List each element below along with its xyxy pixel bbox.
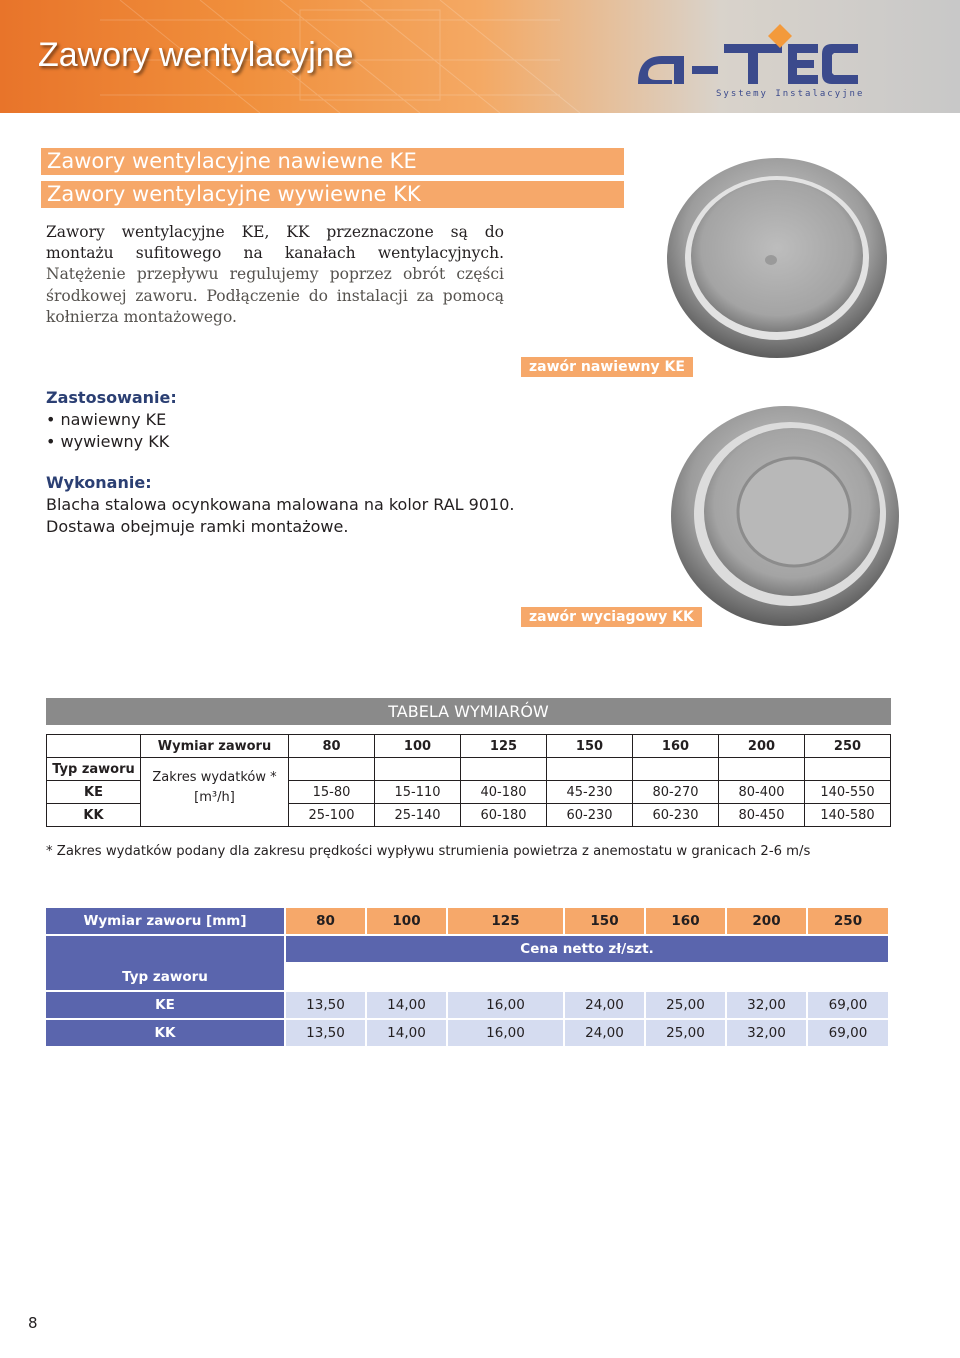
flow-label: Zakres wydatków * (152, 770, 277, 785)
flow-value: 15-110 (375, 781, 461, 804)
table-row (46, 1020, 890, 1048)
price-size-header: 80 (286, 908, 367, 936)
flow-label-cell (141, 758, 289, 827)
wykonanie-heading: Wykonanie: (46, 473, 152, 492)
price-value: 69,00 (808, 992, 890, 1020)
price-size-header: 200 (727, 908, 808, 936)
footnote: * Zakres wydatków podany dla zakresu prędkości wypływu strumienia powietrza z anemostatu w granicach 2-6 m/s (46, 844, 811, 859)
price-value: 32,00 (727, 992, 808, 1020)
size-header: 100 (375, 735, 461, 758)
size-header: 160 (633, 735, 719, 758)
page-number: 8 (28, 1314, 38, 1332)
price-size-header: 250 (808, 908, 890, 936)
wykonanie-line-1: Blacha stalowa ocynkowana malowana na kolor RAL 9010. (46, 495, 515, 514)
type-label: Typ zaworu (47, 758, 141, 781)
price-size-label: Wymiar zaworu [mm] (46, 908, 286, 936)
valve-kk-image (670, 404, 900, 629)
flow-value: 80-270 (633, 781, 719, 804)
page-title: Zawory wentylacyjne (38, 36, 354, 74)
flow-value: 60-180 (461, 804, 547, 827)
price-size-header: 150 (565, 908, 646, 936)
size-header: 150 (547, 735, 633, 758)
flow-value: 25-100 (289, 804, 375, 827)
flow-value: 15-80 (289, 781, 375, 804)
price-type-ke: KE (46, 992, 286, 1020)
price-value: 16,00 (448, 992, 565, 1020)
price-caption-row (46, 936, 890, 964)
price-type-kk: KK (46, 1020, 286, 1048)
flow-value: 40-180 (461, 781, 547, 804)
dimension-table (46, 734, 891, 827)
flow-value: 25-140 (375, 804, 461, 827)
logo-tagline: Systemy Instalacyjne (716, 89, 865, 99)
flow-value: 140-550 (805, 781, 891, 804)
intro-paragraph (46, 222, 504, 328)
price-value: 32,00 (727, 1020, 808, 1048)
zastosowanie-item-kk: • wywiewny KK (46, 432, 170, 451)
heading-kk: Zawory wentylacyjne wywiewne KK (41, 181, 624, 208)
flow-unit: [m³/h] (194, 790, 235, 805)
flow-value: 60-230 (547, 804, 633, 827)
zastosowanie-heading: Zastosowanie: (46, 388, 177, 407)
intro-rest: Natężenie przepływu regulujemy poprzez obrót części środkowej zaworu. Podłączenie do instalacji za pomocą kołnierza montażowego. (46, 265, 504, 326)
price-value: 24,00 (565, 1020, 646, 1048)
price-value: 13,50 (286, 992, 367, 1020)
header-banner (0, 0, 960, 113)
caption-kk: zawór wyciagowy KK (521, 607, 702, 627)
price-value: 13,50 (286, 1020, 367, 1048)
wykonanie-line-2: Dostawa obejmuje ramki montażowe. (46, 517, 349, 536)
flow-value: 80-400 (719, 781, 805, 804)
flow-value: 80-450 (719, 804, 805, 827)
price-size-header: 100 (367, 908, 448, 936)
dim-header-row (47, 735, 891, 758)
price-caption: Cena netto zł/szt. (286, 936, 890, 964)
heading-ke: Zawory wentylacyjne nawiewne KE (41, 148, 624, 175)
caption-ke: zawór nawiewny KE (521, 357, 693, 377)
flow-value: 140-580 (805, 804, 891, 827)
price-value: 25,00 (646, 1020, 727, 1048)
price-value: 16,00 (448, 1020, 565, 1048)
type-ke: KE (47, 781, 141, 804)
size-header: 200 (719, 735, 805, 758)
size-label: Wymiar zaworu (141, 735, 289, 758)
dimension-table-title: TABELA WYMIARÓW (46, 698, 891, 725)
price-value: 25,00 (646, 992, 727, 1020)
price-size-header: 160 (646, 908, 727, 936)
price-size-header: 125 (448, 908, 565, 936)
price-type-label: Typ zaworu (46, 964, 286, 992)
type-kk: KK (47, 804, 141, 827)
table-row (46, 992, 890, 1020)
price-value: 69,00 (808, 1020, 890, 1048)
price-type-row (46, 964, 890, 992)
size-header: 125 (461, 735, 547, 758)
flow-value: 60-230 (633, 804, 719, 827)
price-value: 24,00 (565, 992, 646, 1020)
size-header: 80 (289, 735, 375, 758)
dim-type-row (47, 758, 891, 781)
price-header-row (46, 908, 890, 936)
flow-value: 45-230 (547, 781, 633, 804)
valve-ke-image (666, 158, 888, 368)
intro-lead: Zawory wentylacyjne KE, KK przeznaczone są do montażu sufitowego na kanałach wentylacyjnych. (46, 223, 504, 263)
price-value: 14,00 (367, 992, 448, 1020)
size-header: 250 (805, 735, 891, 758)
zastosowanie-item-ke: • nawiewny KE (46, 410, 167, 429)
price-value: 14,00 (367, 1020, 448, 1048)
price-table (46, 908, 890, 1048)
